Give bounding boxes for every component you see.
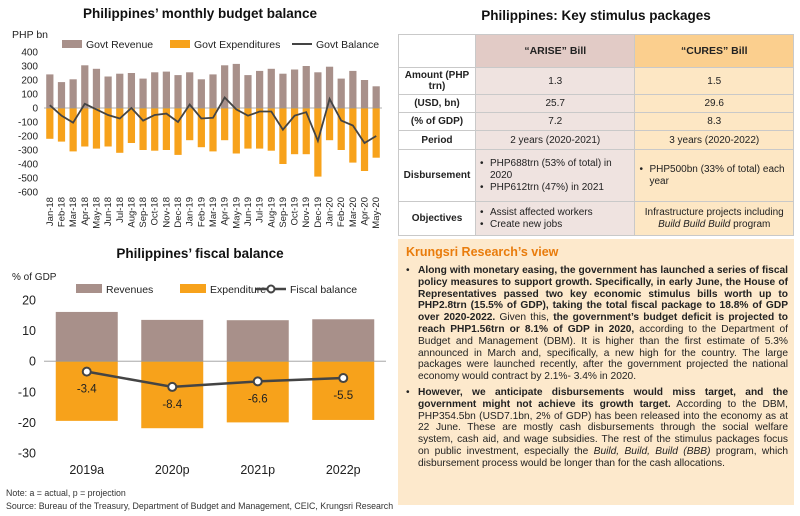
expenditure-bar [128,108,135,143]
x-tick-label: Mar-20 [347,197,359,228]
y-tick-label: 300 [21,61,38,73]
budget-chart [0,26,392,236]
cures-objectives-suffix: program [730,218,771,230]
y-tick-label: 10 [22,324,36,339]
x-tick-label: Apr-19 [219,196,231,226]
x-tick-label: Jun-18 [103,197,115,227]
arise-objectives [475,202,635,236]
data-label: -8.4 [162,398,183,411]
y-tick-label: 0 [32,103,38,115]
fiscal-balance-point [83,368,91,376]
revenue-bar [373,86,380,108]
cures-objectives-program: Build Build Build [658,218,731,230]
x-tick-label: Aug-18 [126,197,138,228]
expenditure-bar [70,108,77,151]
x-tick-label: Jun-19 [242,197,254,227]
arise-header: “ARISE” Bill [475,35,635,68]
stimulus-table [398,34,794,236]
x-tick-label: Jan-18 [44,197,56,227]
x-tick-label: 2022p [325,463,361,477]
y-tick-label: 400 [21,47,38,59]
y-axis-label: PHP bn [12,29,48,41]
legend-label-expenditure: Expenditure [210,284,267,296]
revenue-bar [291,70,298,109]
expenditure-bar [116,108,123,153]
x-tick-label: Mar-18 [68,197,80,228]
row-label-usd: (USD, bn) [399,95,476,113]
cures-amount: 1.5 [635,68,794,95]
view-p2-program: Build, Build, Build (BBB) [593,445,711,457]
fiscal-balance-point [339,374,347,382]
expenditure-bar [139,108,146,150]
revenue-bar [93,69,100,108]
view-p1-bold: Along with monetary easing, the government has launched a series of fiscal policy measures to support growth. Specifically, in early June, the House of Representatives passed two key economic stimulus bills worth up to PHP2.8trn (15.5% of GDP), taking the total fiscal package to 18.8% of GDP over 2020-2022. [418,265,788,324]
expenditure-bar [349,108,356,163]
table-row [399,113,794,131]
x-tick-label: Jan-20 [324,197,336,227]
x-tick-label: Apr-18 [79,197,91,226]
view-p1-bold2: the government’s budget deficit is projected to reach PHP1.56trn or 8.1% of GDP in 2020, [418,312,789,335]
revenue-bar [256,71,263,108]
revenue-bar [244,75,251,108]
x-tick-label: 2020p [154,463,190,477]
view-p2-text2: program, which disbursement process would be longer than for the cash allocations. [418,445,788,469]
revenue-bar [128,73,135,108]
x-tick-label: Dec-19 [312,197,324,228]
revenue-bar [312,319,374,361]
arise-usd: 25.7 [475,95,635,113]
expenditure-bar [221,108,228,140]
arise-amount: 1.3 [475,68,635,95]
expenditure-bar [373,108,380,158]
y-tick-label: -100 [17,117,38,129]
table-row [399,202,794,236]
legend-swatch-revenue [76,284,102,293]
research-view-title: Krungsri Research’s view [406,245,559,259]
cures-header: “CURES” Bill [635,35,794,68]
cures-objectives-text: Infrastructure projects including [644,206,784,218]
revenue-bar [104,77,111,109]
y-tick-label: -300 [17,145,38,157]
revenue-bar [338,79,345,108]
data-label: -5.5 [333,390,354,403]
revenue-bar [163,72,170,108]
x-tick-label: May-18 [91,197,103,229]
x-tick-label: Feb-18 [56,197,68,228]
fiscal-balance-point [168,383,176,391]
revenue-bar [361,80,368,108]
legend-swatch-revenue [62,40,82,48]
x-tick-label: Mar-19 [208,197,219,228]
y-tick-label: 200 [21,75,38,87]
view-p2-text: According to the DBM, PHP354.5bn (USD7.1bn, 2% of GDP) has been released into the economy as at 22 June. These are mostly cash disbursements through the social welfare system, cash aid, and wage subsidies. The rest of the stimulus packages focus on public investment, especially the [418,398,788,457]
x-tick-label: 2019a [69,463,105,477]
cures-objectives [635,202,794,236]
revenue-bar [58,82,65,108]
expenditure-bar [174,108,181,155]
expenditure-bar [141,361,203,428]
list-item: • PHP612trn (47%) in 2021 [480,182,631,194]
view-p2-bold: However, we anticipate disbursements would miss target, and the government might not achieve its growth target. [418,386,788,410]
expenditure-bar [93,108,100,149]
x-tick-label: Sep-18 [138,197,150,228]
y-tick-label: -20 [17,415,36,430]
legend-label-revenue: Govt Revenue [86,39,154,51]
expenditure-bar [279,108,286,164]
list-item: • Assist affected workers [480,207,631,219]
row-label-amount: Amount (PHP trn) [399,68,476,95]
revenue-bar [186,72,193,108]
x-tick-label: May-20 [371,197,383,229]
revenue-bar [233,64,240,108]
expenditure-bar [198,108,205,147]
expenditure-bar [233,108,240,154]
fiscal-chart [0,266,392,484]
row-label-period: Period [399,131,476,150]
revenue-bar [209,74,216,108]
fiscal-chart-title: Philippines’ fiscal balance [116,246,284,261]
row-label-gdp: (% of GDP) [399,113,476,131]
view-p1-text2: according to the Department of Budget and Management (DBM). It is higher than the first estimate of 5.3% announced in March and, specifically, a new high for the country. The large packages were launched recently, after the government projected the national economy would contract by 2.1%- 3.4% in 2020. [418,323,788,383]
x-tick-label: Feb-19 [196,197,208,228]
arise-period: 2 years (2020-2021) [475,131,635,150]
arise-disbursement [475,150,635,202]
list-item: • Create new jobs [480,219,631,231]
y-tick-label: 0 [29,354,36,369]
table-corner [399,35,476,68]
x-tick-label: Nov-18 [161,197,173,228]
legend-label-balance: Fiscal balance [290,284,358,296]
data-label: -6.6 [247,393,268,406]
stimulus-title: Philippines: Key stimulus packages [481,8,711,23]
list-item: • PHP688trn (53% of total) in 2020 [480,158,631,182]
x-tick-label: Feb-20 [336,197,348,228]
expenditure-bar [227,361,289,422]
data-label: -3.4 [76,383,97,396]
expenditure-bar [303,108,310,154]
list-item [406,265,788,383]
legend-label-balance: Govt Balance [316,39,380,51]
y-tick-label: -600 [17,187,38,199]
expenditure-bar [81,108,88,147]
research-view-panel [398,239,794,505]
x-tick-label: 2021p [240,463,276,477]
revenue-bar [227,320,289,361]
revenue-bar [56,312,118,361]
table-row [399,68,794,95]
list-item [406,387,788,470]
y-tick-label: 100 [21,89,38,101]
revenue-bar [303,66,310,108]
x-tick-label: Sep-19 [277,197,289,228]
x-tick-label: May-19 [231,197,243,229]
y-tick-label: -500 [17,173,38,185]
revenue-bar [141,320,203,361]
x-tick-label: Nov-19 [301,197,313,228]
revenue-bar [139,79,146,108]
x-tick-label: Jul-19 [254,197,266,223]
revenue-bar [268,69,275,108]
y-tick-label: 20 [22,293,36,308]
revenue-bar [46,74,53,108]
fiscal-balance-point [254,377,262,385]
row-label-objectives: Objectives [399,202,476,236]
y-tick-label: -200 [17,131,38,143]
table-row [399,131,794,150]
x-tick-label: Jan-19 [184,197,196,227]
revenue-bar [151,72,158,108]
expenditure-bar [256,108,263,149]
y-tick-label: -30 [17,446,36,461]
research-view-list [406,265,788,474]
expenditure-bar [46,108,53,139]
footer-source: Source: Bureau of the Treasury, Department of Budget and Management, CEIC, Krungsri Research [6,501,394,511]
revenue-bar [174,75,181,108]
table-header-row [399,35,794,68]
view-p1-text: Given this, [495,312,554,324]
list-item: • PHP500bn (33% of total) each year [639,164,789,188]
revenue-bar [198,79,205,108]
cures-usd: 29.6 [635,95,794,113]
cures-period: 3 years (2020-2022) [635,131,794,150]
revenue-bar [349,71,356,108]
legend-label-expenditure: Govt Expenditures [194,39,281,51]
budget-chart-title: Philippines’ monthly budget balance [82,6,318,21]
revenue-bar [81,65,88,108]
row-label-disbursement: Disbursement [399,150,476,202]
revenue-bar [116,74,123,108]
x-tick-label: Oct-18 [149,197,161,226]
expenditure-bar [326,108,333,140]
y-axis-label: % of GDP [12,272,57,283]
x-tick-label: Jul-18 [114,197,126,223]
expenditure-bar [186,108,193,140]
y-tick-label: -10 [17,385,36,400]
table-row [399,95,794,113]
legend-marker-balance [268,286,275,293]
revenue-bar [70,79,77,108]
cures-disbursement [635,150,794,202]
x-tick-label: Aug-19 [266,197,278,228]
fiscal-balance-line [87,372,344,387]
cures-gdp: 8.3 [635,113,794,131]
legend-swatch-expenditure [180,284,206,293]
footer-note: Note: a = actual, p = projection [6,488,126,498]
x-tick-label: Dec-18 [173,197,185,228]
arise-gdp: 7.2 [475,113,635,131]
x-tick-label: Apr-20 [359,197,371,226]
revenue-bar [314,72,321,108]
y-tick-label: -400 [17,159,38,171]
x-tick-label: Oct-19 [289,197,301,226]
table-row [399,150,794,202]
revenue-bar [279,74,286,108]
legend-label-revenue: Revenues [106,284,154,296]
legend-swatch-expenditure [170,40,190,48]
